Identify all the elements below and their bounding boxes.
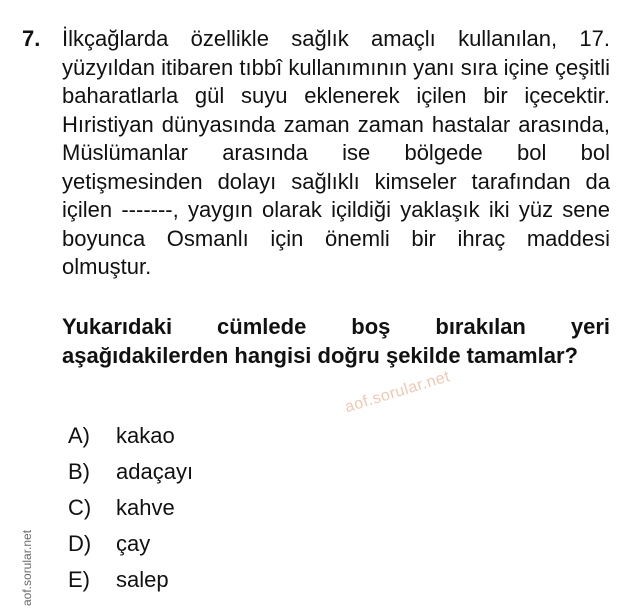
question-prompt: Yukarıdaki cümlede boş bırakılan yeri aşağıdakilerden hangisi doğru şekilde tamamlar? <box>62 314 610 368</box>
option-letter: E) <box>68 567 90 592</box>
option-text: salep <box>116 567 169 592</box>
option-letter: A) <box>68 423 90 448</box>
option-a[interactable] <box>68 421 193 457</box>
option-text: adaçayı <box>116 459 194 484</box>
option-d[interactable] <box>68 529 193 565</box>
question-body: İlkçağlarda özellikle sağlık amaçlı kullanılan, 17. yüzyıldan itibaren tıbbî kullanımının yanı sıra içine çeşitli baharatlarla gül suyu eklenerek içilen bir içecektir. Hıristiyan dünyasında zaman zaman hastalar arasında, Müslümanlar arasında ise bölgede bol bol yetişmesinden dolayı sağlıklı kimseler tarafından da içilen -------, yaygın olarak içildiği yaklaşık iki yüz sene boyunca Osmanlı için önemli bir ihraç maddesi olmuştur. <box>62 26 610 279</box>
answer-options <box>68 421 193 601</box>
option-letter: D) <box>68 531 92 556</box>
option-text: çay <box>116 531 151 556</box>
option-text: kakao <box>116 423 175 448</box>
option-e[interactable] <box>68 565 193 601</box>
option-text: kahve <box>116 495 175 520</box>
option-letter: C) <box>68 495 92 520</box>
question-number: 7. <box>22 26 41 51</box>
option-letter: B) <box>68 459 90 484</box>
watermark-center: aof.sorular.net <box>343 368 453 417</box>
watermark-side: aof.sorular.net <box>20 529 34 606</box>
option-c[interactable] <box>68 493 193 529</box>
option-b[interactable] <box>68 457 193 493</box>
